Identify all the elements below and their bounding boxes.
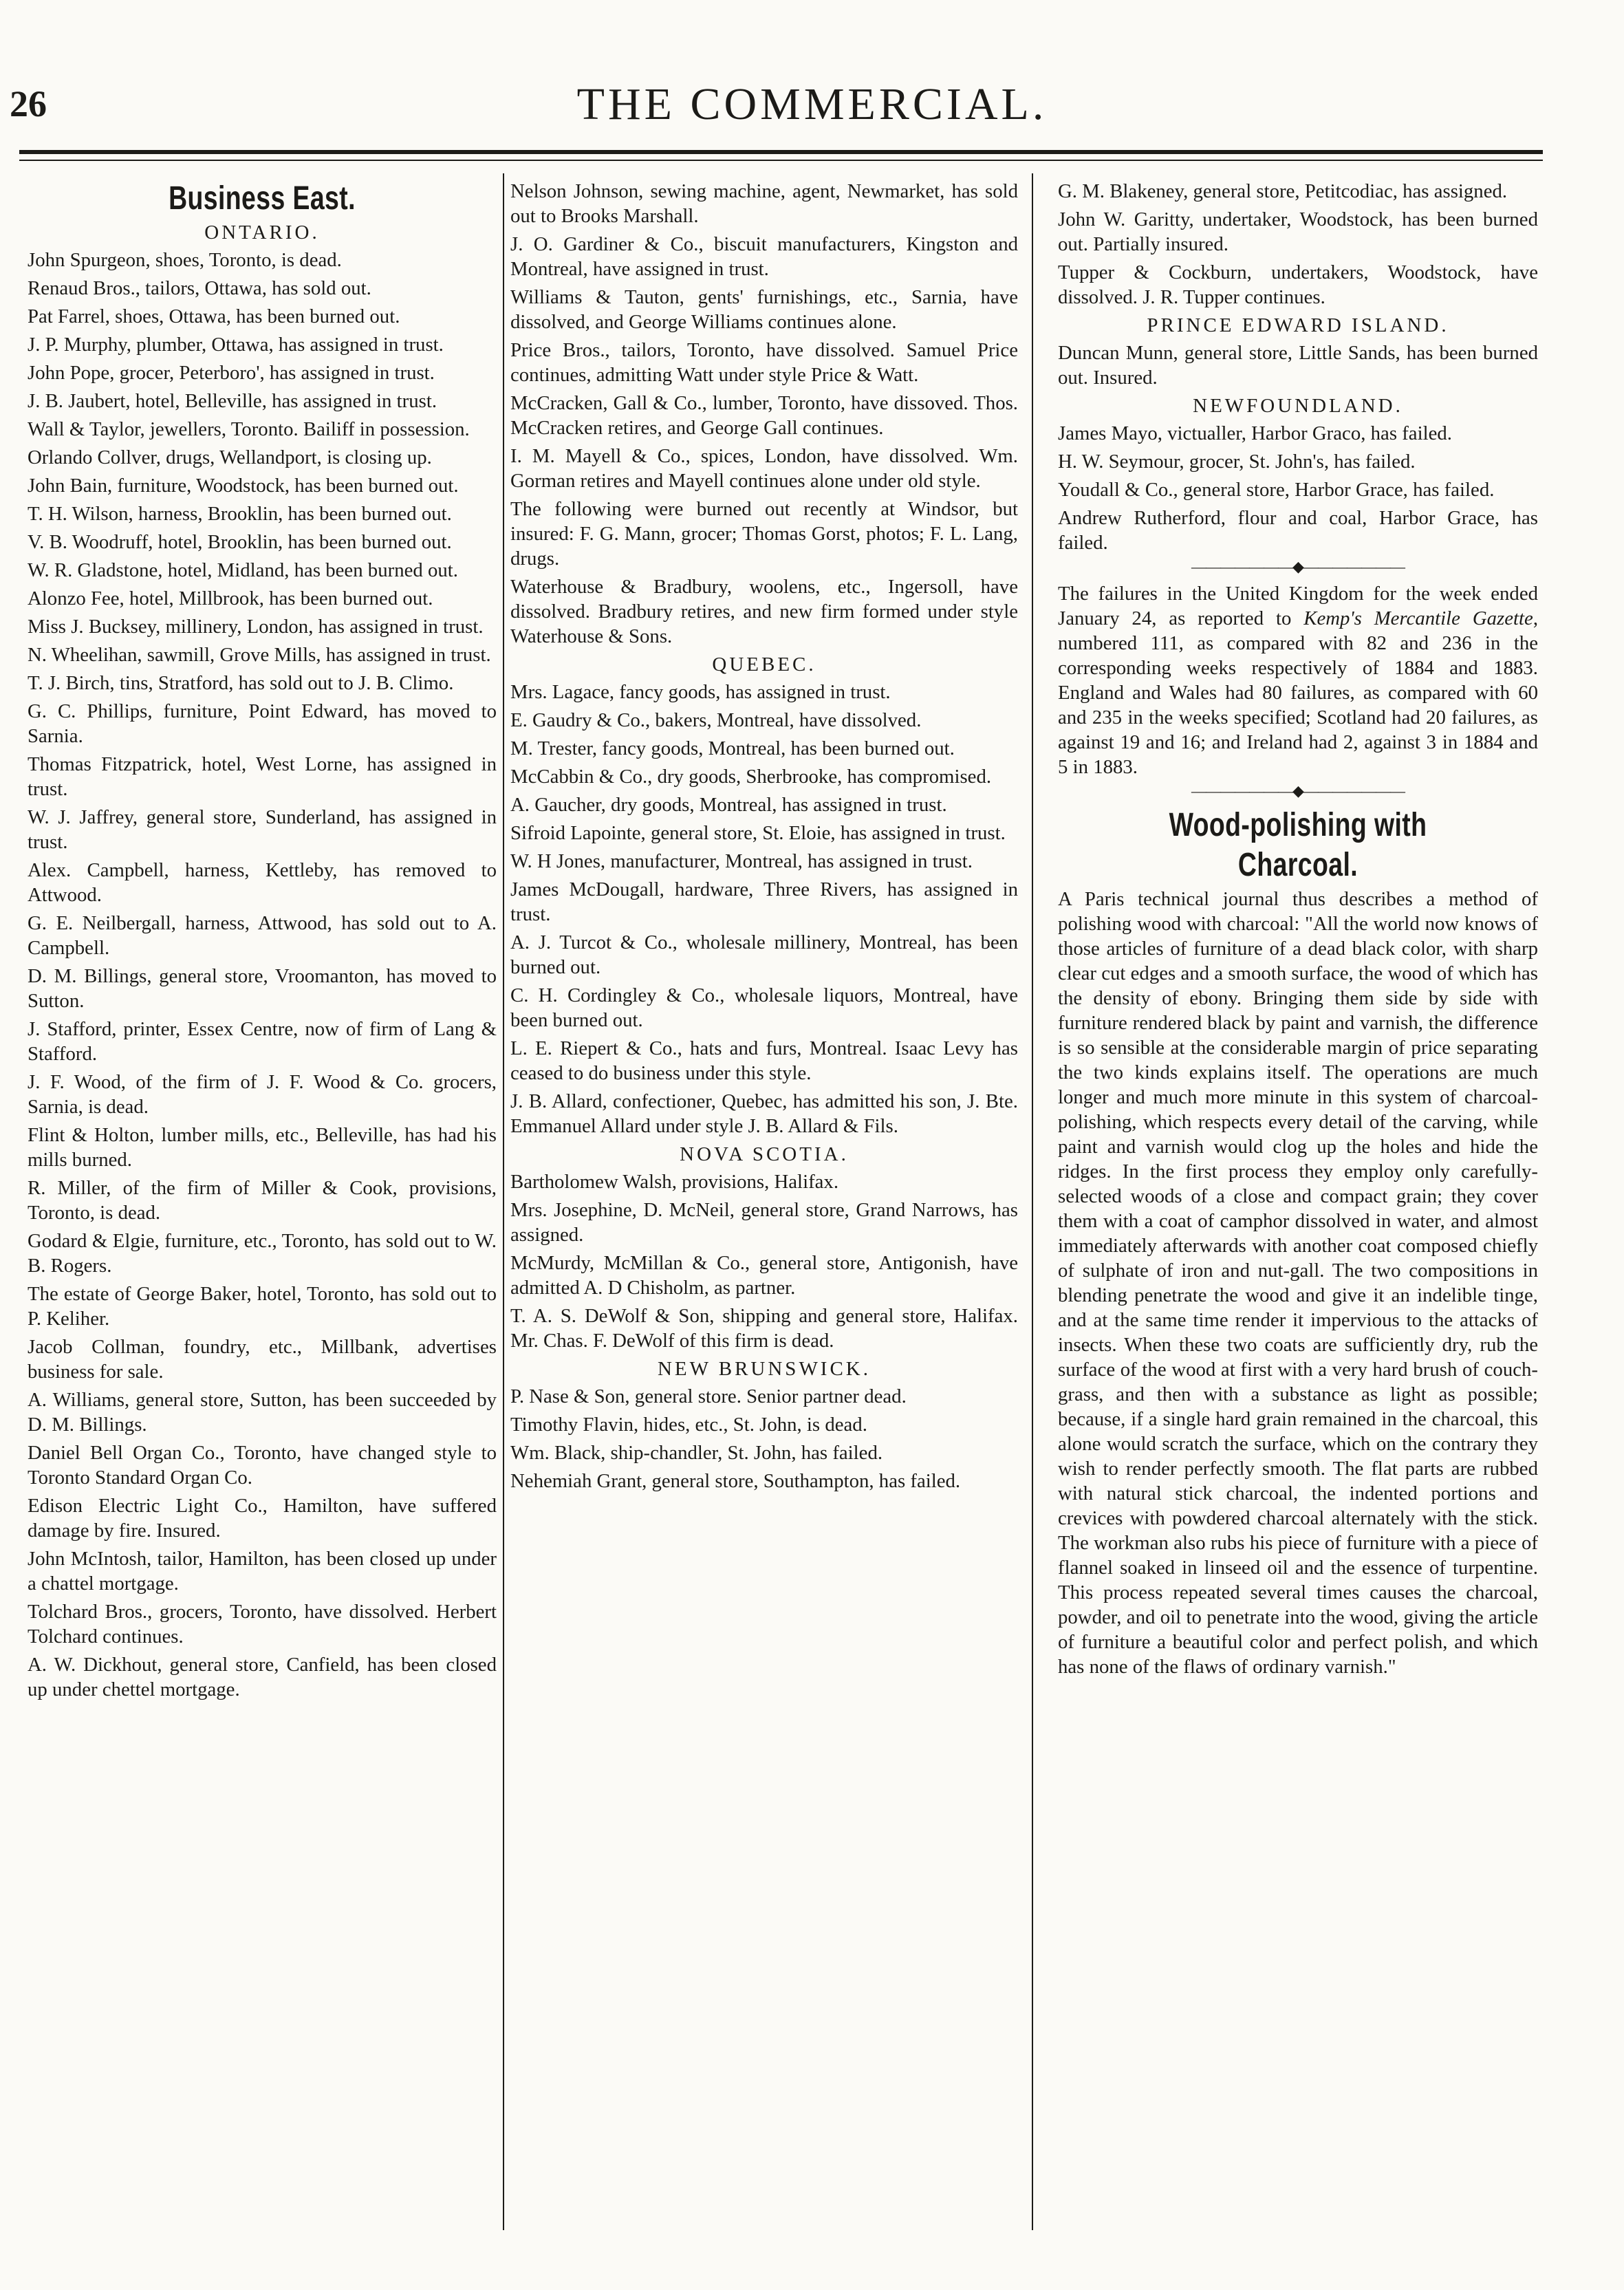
- notice-item: Jacob Collman, foundry, etc., Millbank, advertises business for sale.: [28, 1336, 497, 1383]
- notice-item: Sifroid Lapointe, general store, St. Eloie, has assigned in trust.: [510, 822, 1006, 844]
- province-heading: ONTARIO.: [204, 222, 320, 244]
- notice-item: John Bain, furniture, Woodstock, has been burned out.: [28, 475, 459, 497]
- notice-item: M. Trester, fancy goods, Montreal, has been burned out.: [510, 737, 955, 759]
- notice-item: V. B. Woodruff, hotel, Brooklin, has been burned out.: [28, 531, 452, 553]
- notice-item: Alonzo Fee, hotel, Millbrook, has been burned out.: [28, 587, 433, 609]
- notice-item: T. H. Wilson, harness, Brooklin, has been burned out.: [28, 503, 452, 525]
- notice-item: D. M. Billings, general store, Vroomanton, has moved to Sutton.: [28, 965, 497, 1012]
- section-heading: Business East.: [169, 180, 356, 217]
- notice-item: A. Gaucher, dry goods, Montreal, has assigned in trust.: [510, 794, 947, 816]
- notice-item: Waterhouse & Bradbury, woolens, etc., Ingersoll, have dissolved. Bradbury retires, and new firm formed under style Waterhouse & Sons.: [510, 576, 1018, 647]
- notice-item: T. J. Birch, tins, Stratford, has sold out to J. B. Climo.: [28, 672, 454, 694]
- notice-item: Daniel Bell Organ Co., Toronto, have changed style to Toronto Standard Organ Co.: [28, 1442, 497, 1489]
- province-heading: PRINCE EDWARD ISLAND.: [1147, 314, 1449, 336]
- notice-item: Orlando Collver, drugs, Wellandport, is closing up.: [28, 446, 432, 468]
- notice-item: Duncan Munn, general store, Little Sands, has been burned out. Insured.: [1058, 342, 1538, 389]
- notice-item: R. Miller, of the firm of Miller & Cook, provisions, Toronto, is dead.: [28, 1177, 497, 1224]
- notice-item: Tupper & Cockburn, undertakers, Woodstock, have dissolved. J. R. Tupper continues.: [1058, 261, 1538, 308]
- province-heading: NEW BRUNSWICK.: [657, 1358, 871, 1380]
- notice-item: John Pope, grocer, Peterboro', has assigned in trust.: [28, 362, 435, 384]
- gazette-name: Kemp's Mercantile Gazette: [1303, 607, 1533, 629]
- notice-item: L. E. Riepert & Co., hats and furs, Montreal. Isaac Levy has ceased to do business under this style.: [510, 1037, 1018, 1084]
- notice-item: Bartholomew Walsh, provisions, Halifax.: [510, 1171, 839, 1193]
- notice-item: J. F. Wood, of the firm of J. F. Wood & Co. grocers, Sarnia, is dead.: [28, 1071, 497, 1118]
- notice-item: G. M. Blakeney, general store, Petitcodiac, has assigned.: [1058, 180, 1508, 202]
- notice-item: I. M. Mayell & Co., spices, London, have dissolved. Wm. Gorman retires and Mayell continues alone under old style.: [510, 445, 1018, 492]
- notice-item: W. R. Gladstone, hotel, Midland, has been burned out.: [28, 559, 458, 581]
- notice-item: J. Stafford, printer, Essex Centre, now of firm of Lang & Stafford.: [28, 1018, 497, 1065]
- column-2: [510, 179, 1018, 1497]
- notice-item: N. Wheelihan, sawmill, Grove Mills, has assigned in trust.: [28, 644, 491, 666]
- notice-item: John McIntosh, tailor, Hamilton, has been closed up under a chattel mortgage.: [28, 1548, 497, 1595]
- notice-item: Youdall & Co., general store, Harbor Grace, has failed.: [1058, 479, 1495, 501]
- notice-item: C. H. Cordingley & Co., wholesale liquors, Montreal, have been burned out.: [510, 984, 1018, 1031]
- notice-item: Edison Electric Light Co., Hamilton, have suffered damage by fire. Insured.: [28, 1495, 497, 1542]
- notice-item: W. H Jones, manufacturer, Montreal, has assigned in trust.: [510, 850, 973, 872]
- column-divider: [1032, 173, 1033, 2230]
- notice-item: J. O. Gardiner & Co., biscuit manufacturers, Kingston and Montreal, have assigned in trust.: [510, 233, 1018, 280]
- notice-item: Timothy Flavin, hides, etc., St. John, is dead.: [510, 1414, 867, 1436]
- notice-item: Renaud Bros., tailors, Ottawa, has sold out.: [28, 277, 371, 299]
- new-brunswick-notices-continued: [1058, 179, 1538, 310]
- failures-text: , numbered 111, as compared with 82 and 236 in the corresponding weeks respectively of 1884 and 1883. England and Wales had 80 failures, as compared with 60 and 235 in the weeks specified; Scotland had 20 failures, as against 19 and 16; and Ireland had 2, against 3 in 1884 and 5 in 1883.: [1058, 607, 1539, 778]
- notice-item: H. W. Seymour, grocer, St. John's, has failed.: [1058, 451, 1416, 473]
- quebec-notices: [510, 680, 1018, 1138]
- notice-item: G. E. Neilbergall, harness, Attwood, has sold out to A. Campbell.: [28, 912, 497, 959]
- notice-item: James Mayo, victualler, Harbor Graco, has failed.: [1058, 422, 1452, 444]
- province-heading: NEWFOUNDLAND.: [1193, 395, 1403, 417]
- notice-item: Pat Farrel, shoes, Ottawa, has been burned out.: [28, 305, 400, 327]
- notice-item: John W. Garitty, undertaker, Woodstock, has been burned out. Partially insured.: [1058, 208, 1538, 255]
- notice-item: Williams & Tauton, gents' furnishings, etc., Sarnia, have dissolved, and George Williams continues alone.: [510, 286, 1018, 333]
- notice-item: Thomas Fitzpatrick, hotel, West Lorne, has assigned in trust.: [28, 753, 497, 800]
- column-3: [1058, 179, 1538, 1683]
- masthead-rule-thin: [19, 160, 1543, 161]
- notice-item: J. B. Jaubert, hotel, Belleville, has assigned in trust.: [28, 390, 437, 412]
- ontario-notices: [28, 248, 497, 1702]
- notice-item: Godard & Elgie, furniture, etc., Toronto, has sold out to W. B. Rogers.: [28, 1230, 497, 1277]
- notice-item: Flint & Holton, lumber mills, etc., Belleville, has had his mills burned.: [28, 1124, 497, 1171]
- notice-item: James McDougall, hardware, Three Rivers, has assigned in trust.: [510, 878, 1018, 925]
- column-1: [28, 179, 497, 1705]
- notice-item: The following were burned out recently at Windsor, but insured: F. G. Mann, grocer; Thomas Gorst, photos; F. L. Lang, drugs.: [510, 498, 1018, 570]
- failures-paragraph: [1058, 581, 1538, 779]
- article-body: A Paris technical journal thus describes a method of polishing wood with charcoal: "All the world now knows of those articles of furniture of a dead black color, with sharp clear cut edges and a smooth surface, the wood of which has the density of ebony. Bringing them side by side with furniture rendered black by paint and varnish, the difference is so sensible at the considerable margin of price separating the two kinds explains itself. The operations are much longer and much more minute in this system of charcoal-polishing, which respects every detail of the carving, while paint and varnish would clog up the holes and hide the ridges. In the first process they employ only carefully-selected woods of a close and compact grain; they cover them with a coat of camphor dissolved in water, and almost immediately afterwards with another coat composed chiefly of sulphate of iron and nut-gall. The two compositions in blending penetrate the wood and give it an indelible tinge, and at the same time render it impervious to the attacks of insects. When these two coats are sufficiently dry, rub the surface of the wood at first with a very hard brush of couch-grass, and then with a substance as light as possible; because, if a single hard grain remained in the charcoal, this alone would scratch the surface, which on the contrary they wish to render perfectly smooth. The flat parts are rubbed with natural stick charcoal, the indented portions and crevices with powdered charcoal alternately with the stick. The workman also rubs his piece of furniture with a piece of flannel soaked in linseed oil and the essence of turpentine. This process repeated several times causes the charcoal, powder, and oil to penetrate into the wood, giving the article of furniture a beautiful color and perfect polish, and which has none of the flaws of ordinary varnish.": [1058, 888, 1538, 1678]
- notice-item: Wm. Black, ship-chandler, St. John, has failed.: [510, 1442, 883, 1464]
- page-number: 26: [10, 83, 47, 125]
- nova-scotia-notices: [510, 1169, 1018, 1353]
- notice-item: McCracken, Gall & Co., lumber, Toronto, have dissoved. Thos. McCracken retires, and George Gall continues.: [510, 392, 1018, 439]
- notice-item: T. A. S. DeWolf & Son, shipping and general store, Halifax. Mr. Chas. F. DeWolf of this firm is dead.: [510, 1305, 1018, 1352]
- notice-item: Mrs. Lagace, fancy goods, has assigned in trust.: [510, 681, 891, 703]
- notice-item: Andrew Rutherford, flour and coal, Harbor Grace, has failed.: [1058, 507, 1538, 554]
- notice-item: Nelson Johnson, sewing machine, agent, Newmarket, has sold out to Brooks Marshall.: [510, 180, 1018, 227]
- notice-item: Miss J. Bucksey, millinery, London, has assigned in trust.: [28, 616, 484, 638]
- notice-item: W. J. Jaffrey, general store, Sunderland, has assigned in trust.: [28, 806, 497, 853]
- notice-item: Alex. Campbell, harness, Kettleby, has removed to Attwood.: [28, 859, 497, 906]
- failures-text: The failures in the United Kingdom for the week ended January 24, as reported to: [1058, 583, 1538, 629]
- notice-item: J. P. Murphy, plumber, Ottawa, has assigned in trust.: [28, 334, 444, 356]
- newfoundland-notices: [1058, 421, 1538, 555]
- notice-item: Tolchard Bros., grocers, Toronto, have dissolved. Herbert Tolchard continues.: [28, 1601, 497, 1648]
- notice-item: J. B. Allard, confectioner, Quebec, has admitted his son, J. Bte. Emmanuel Allard under style J. B. Allard & Fils.: [510, 1090, 1018, 1137]
- notice-item: P. Nase & Son, general store. Senior partner dead.: [510, 1385, 907, 1407]
- notice-item: Price Bros., tailors, Toronto, have dissolved. Samuel Price continues, admitting Watt under style Price & Watt.: [510, 339, 1018, 386]
- column-divider: [503, 173, 504, 2230]
- pei-notices: [1058, 341, 1538, 390]
- notice-item: McCabbin & Co., dry goods, Sherbrooke, has compromised.: [510, 766, 992, 788]
- notice-item: Wall & Taylor, jewellers, Toronto. Bailiff in possession.: [28, 418, 470, 440]
- new-brunswick-notices: [510, 1384, 1018, 1493]
- province-heading: QUEBEC.: [712, 653, 816, 676]
- notice-item: G. C. Phillips, furniture, Point Edward, has moved to Sarnia.: [28, 700, 497, 747]
- notice-item: Mrs. Josephine, D. McNeil, general store, Grand Narrows, has assigned.: [510, 1199, 1018, 1246]
- province-heading: NOVA SCOTIA.: [680, 1143, 849, 1165]
- ornament-divider: ———————◆———————: [1191, 782, 1405, 799]
- notice-item: Nehemiah Grant, general store, Southampton, has failed.: [510, 1470, 961, 1492]
- newspaper-title: THE COMMERCIAL.: [576, 79, 1048, 129]
- article-heading: Wood-polishing with Charcoal.: [1169, 807, 1427, 883]
- masthead: [0, 79, 1624, 131]
- notice-item: A. Williams, general store, Sutton, has been succeeded by D. M. Billings.: [28, 1389, 497, 1436]
- masthead-rule-thick: [19, 150, 1543, 154]
- notice-item: The estate of George Baker, hotel, Toronto, has sold out to P. Keliher.: [28, 1283, 497, 1330]
- ornament-divider: ———————◆———————: [1191, 558, 1405, 575]
- notice-item: John Spurgeon, shoes, Toronto, is dead.: [28, 249, 342, 271]
- notice-item: A. J. Turcot & Co., wholesale millinery, Montreal, has been burned out.: [510, 931, 1018, 978]
- notice-item: A. W. Dickhout, general store, Canfield, has been closed up under chettel mortgage.: [28, 1654, 497, 1700]
- ontario-notices-continued: [510, 179, 1018, 649]
- notice-item: McMurdy, McMillan & Co., general store, Antigonish, have admitted A. D Chisholm, as partner.: [510, 1252, 1018, 1299]
- notice-item: E. Gaudry & Co., bakers, Montreal, have dissolved.: [510, 709, 922, 731]
